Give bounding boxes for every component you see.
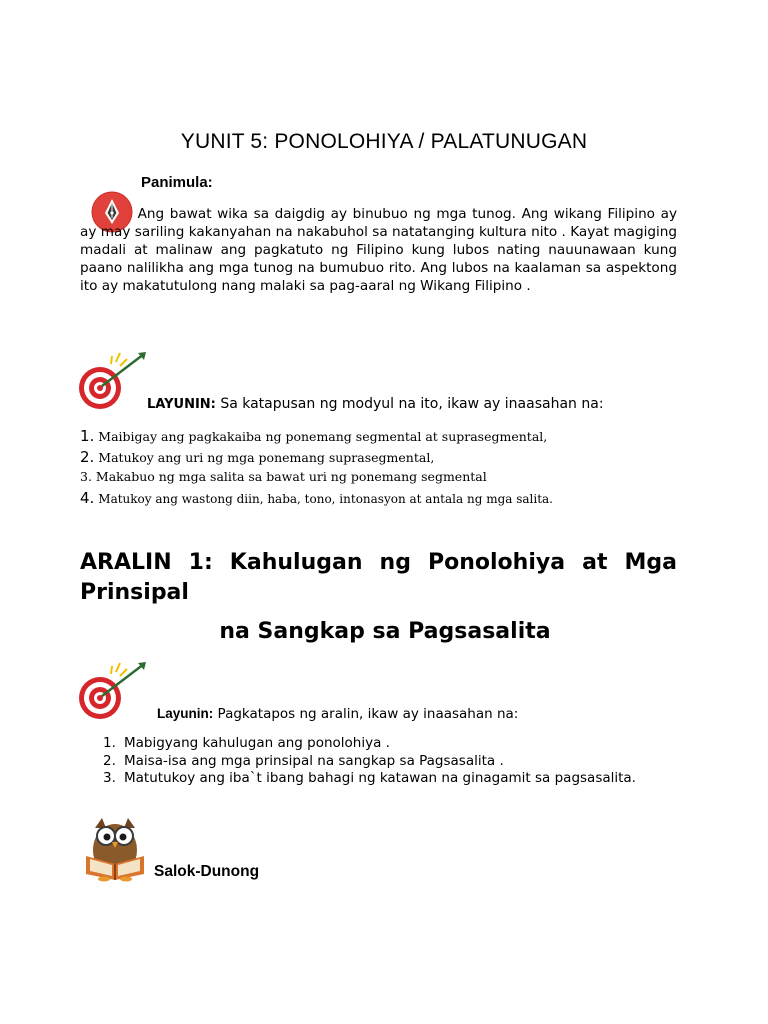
- target-arrow-icon: [78, 660, 148, 722]
- list-item: 2. Maisa-isa ang mga prinsipal na sangkap sa Pagsasalita .: [103, 752, 504, 769]
- list-item: 3. Matutukoy ang iba`t ibang bahagi ng katawan na ginagamit sa pagsasalita.: [103, 770, 636, 786]
- panimula-label: Panimula:: [141, 174, 213, 191]
- salok-dunong-label: Salok-Dunong: [154, 863, 260, 880]
- target-arrow-icon: [78, 350, 148, 412]
- list-item: 4. Matukoy ang wastong diin, haba, tono, intonasyon at antala ng mga salita.: [80, 488, 553, 507]
- panimula-paragraph: Ang bawat wika sa daigdig ay binubuo ng mga tunog. Ang wikang Filipino ay ay may sariling kakanyahan na nakabuhol sa natatanging kultura nito . Kayat magiging madali at malinaw ang pagkatuto ng Filipino kung lubos nating nauunawaan kung paano nalilikha ang mga tunog na bumubuo rito. Ang lubos na kaalaman sa aspektong ito ay makatutulong nang malaki sa pag-aaral ng Wikang Filipino .: [80, 206, 677, 294]
- list-item: 3. Makabuo ng mga salita sa bawat uri ng ponemang segmental: [80, 469, 487, 484]
- layunin-modyul-intro: LAYUNIN: Sa katapusan ng modyul na ito, ikaw ay inaasahan na:: [147, 396, 604, 412]
- page-title: YUNIT 5: PONOLOHIYA / PALATUNUGAN: [180, 130, 588, 153]
- list-item: 1. Mabigyang kahulugan ang ponolohiya .: [103, 735, 390, 751]
- owl-reading-icon: [80, 814, 150, 882]
- aralin-heading: ARALIN 1: Kahulugan ng Ponolohiya at Mga Prinsipal: [80, 550, 677, 605]
- layunin-modyul-list: [80, 426, 680, 508]
- aralin-heading-continued: na Sangkap sa Pagsasalita: [219, 619, 551, 644]
- list-item: 1. Maibigay ang pagkakaiba ng ponemang segmental at suprasegmental,: [80, 427, 548, 445]
- layunin-aralin-intro: Layunin: Pagkatapos ng aralin, ikaw ay inaasahan na:: [157, 706, 519, 722]
- list-item: 2. Matukoy ang uri ng mga ponemang suprasegmental,: [80, 447, 435, 466]
- layunin-aralin-list: [103, 735, 636, 788]
